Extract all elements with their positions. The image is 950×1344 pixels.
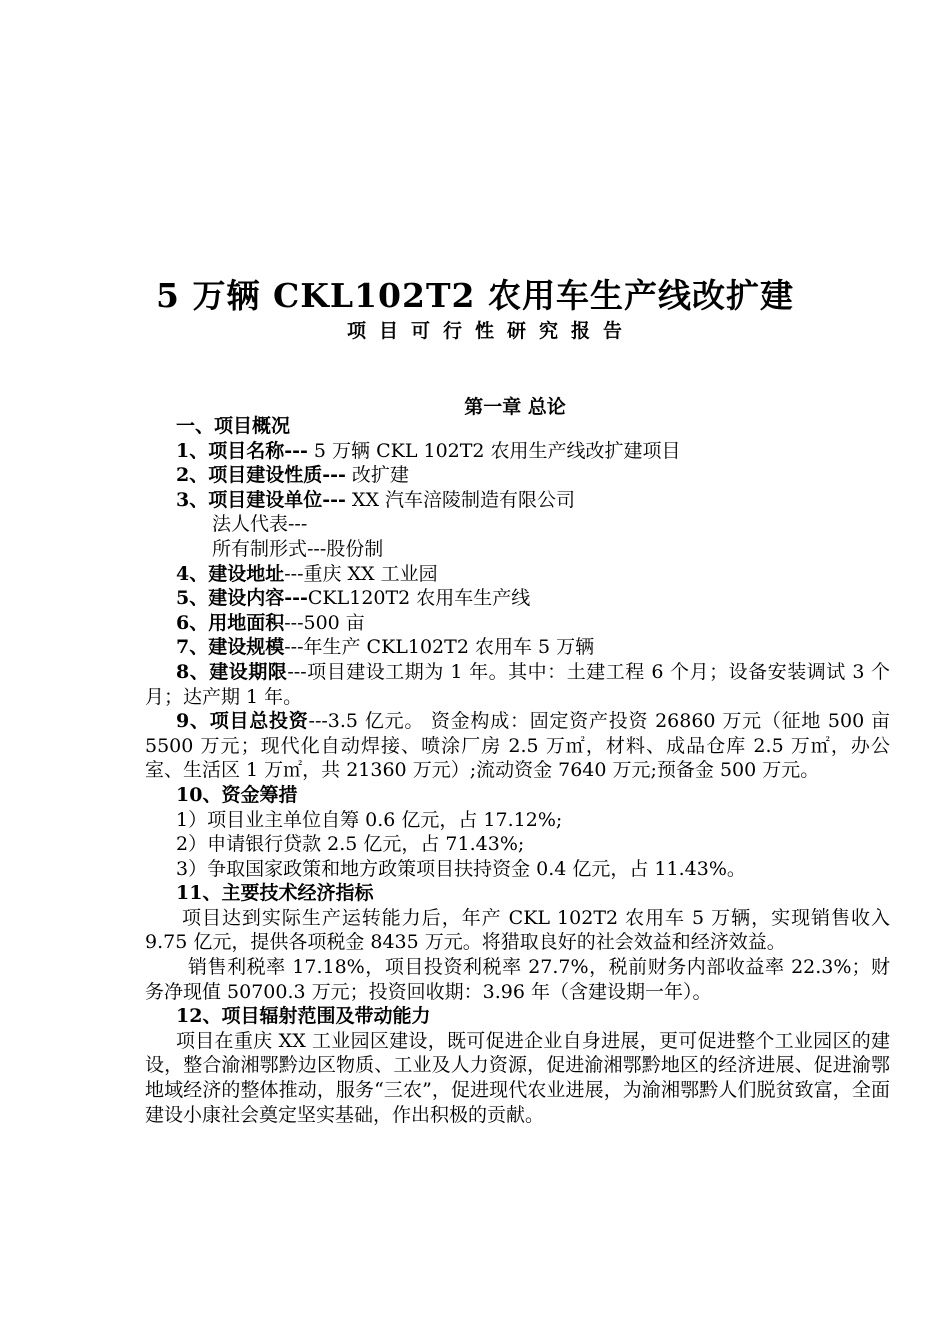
item-project-name xyxy=(145,439,890,464)
sub-item-ownership: 所有制形式---股份制 xyxy=(212,537,384,560)
item-radiation-heading: 12、项目辐射范围及带动能力 xyxy=(176,1005,431,1028)
document-subtitle: 项目可行性研究报告 xyxy=(346,320,635,342)
chapter-heading: 第一章 总论 xyxy=(464,396,566,418)
item-period xyxy=(145,660,890,709)
item-scale xyxy=(145,635,890,660)
item-address xyxy=(145,562,890,587)
item-funding-heading: 10、资金筹措 xyxy=(176,783,298,806)
item-content xyxy=(145,586,890,611)
funding-line: 2）申请银行贷款 2.5 亿元，占 71.43%; xyxy=(176,833,525,856)
document-body xyxy=(145,414,890,1127)
item-project-unit xyxy=(145,488,890,513)
item-investment xyxy=(145,709,890,783)
item-label: 3、项目建设单位--- xyxy=(176,488,346,511)
item-label: 4、建设地址 xyxy=(176,562,285,585)
item-value: ---3.5 亿元。 资金构成：固定资产投资 26860 万元（征地 500 亩 5500 万元；现代化自动焊接、喷涂厂房 2.5 万㎡，材料、成品仓库 2.5 万㎡，办公室、生活区 1 万㎡，共 21360 万元）;流动资金 7640 万元;预备金 500 万元。 xyxy=(145,710,890,782)
document-title: 5 万辆 CKL102T2 农用车生产线改扩建 xyxy=(156,276,794,315)
item-value: ---500 亩 xyxy=(284,611,365,634)
item-land-area xyxy=(145,611,890,636)
item-label: 2、项目建设性质--- xyxy=(176,464,346,487)
item-value: XX 汽车涪陵制造有限公司 xyxy=(345,488,576,511)
item-label: 9、项目总投资 xyxy=(176,710,309,733)
item-label: 8、建设期限 xyxy=(176,660,288,683)
item-project-nature xyxy=(145,463,890,488)
item-value: 5 万辆 CKL 102T2 农用生产线改扩建项目 xyxy=(307,439,681,462)
indicators-paragraph: 项目达到实际生产运转能力后，年产 CKL 102T2 农用车 5 万辆，实现销售收入 9.75 亿元，提供各项税金 8435 万元。将猎取良好的社会效益和经济效益。 xyxy=(145,906,890,954)
section-heading: 一、项目概况 xyxy=(176,415,291,437)
item-label: 5、建设内容--- xyxy=(176,587,308,610)
item-label: 6、用地面积 xyxy=(176,611,285,634)
indicators-paragraph: 销售利税率 17.18%，项目投资利税率 27.7%，税前财务内部收益率 22.3%；财务净现值 50700.3 万元；投资回收期：3.96 年（含建设期一年）。 xyxy=(145,956,890,1003)
item-value: ---年生产 CKL102T2 农用车 5 万辆 xyxy=(284,636,595,659)
funding-line: 1）项目业主单位自筹 0.6 亿元，占 17.12%; xyxy=(176,808,563,831)
item-value: ---重庆 XX 工业园 xyxy=(284,562,438,585)
item-value: 改扩建 xyxy=(345,464,409,487)
sub-item-legal-rep: 法人代表--- xyxy=(212,513,308,536)
item-value: ---项目建设工期为 1 年。其中：土建工程 6 个月；设备安装调试 3 个月；达产期 1 年。 xyxy=(145,660,890,708)
funding-line: 3）争取国家政策和地方政策项目扶持资金 0.4 亿元，占 11.43%。 xyxy=(176,857,746,880)
item-label: 1、项目名称--- xyxy=(176,439,308,462)
item-value: CKL120T2 农用车生产线 xyxy=(307,587,531,610)
item-label: 7、建设规模 xyxy=(176,636,285,659)
item-indicators-heading: 11、主要技术经济指标 xyxy=(176,882,374,905)
radiation-paragraph: 项目在重庆 XX 工业园区建设，既可促进企业自身进展，更可促进整个工业园区的建设，整合渝湘鄂黔边区物质、工业及人力资源，促进渝湘鄂黔地区的经济进展、促进渝鄂地域经济的整体推动，服务“三农”，促进现代农业进展，为渝湘鄂黔人们脱贫致富，全面建设小康社会奠定坚实基础，作出积极的贡献。 xyxy=(145,1029,890,1126)
